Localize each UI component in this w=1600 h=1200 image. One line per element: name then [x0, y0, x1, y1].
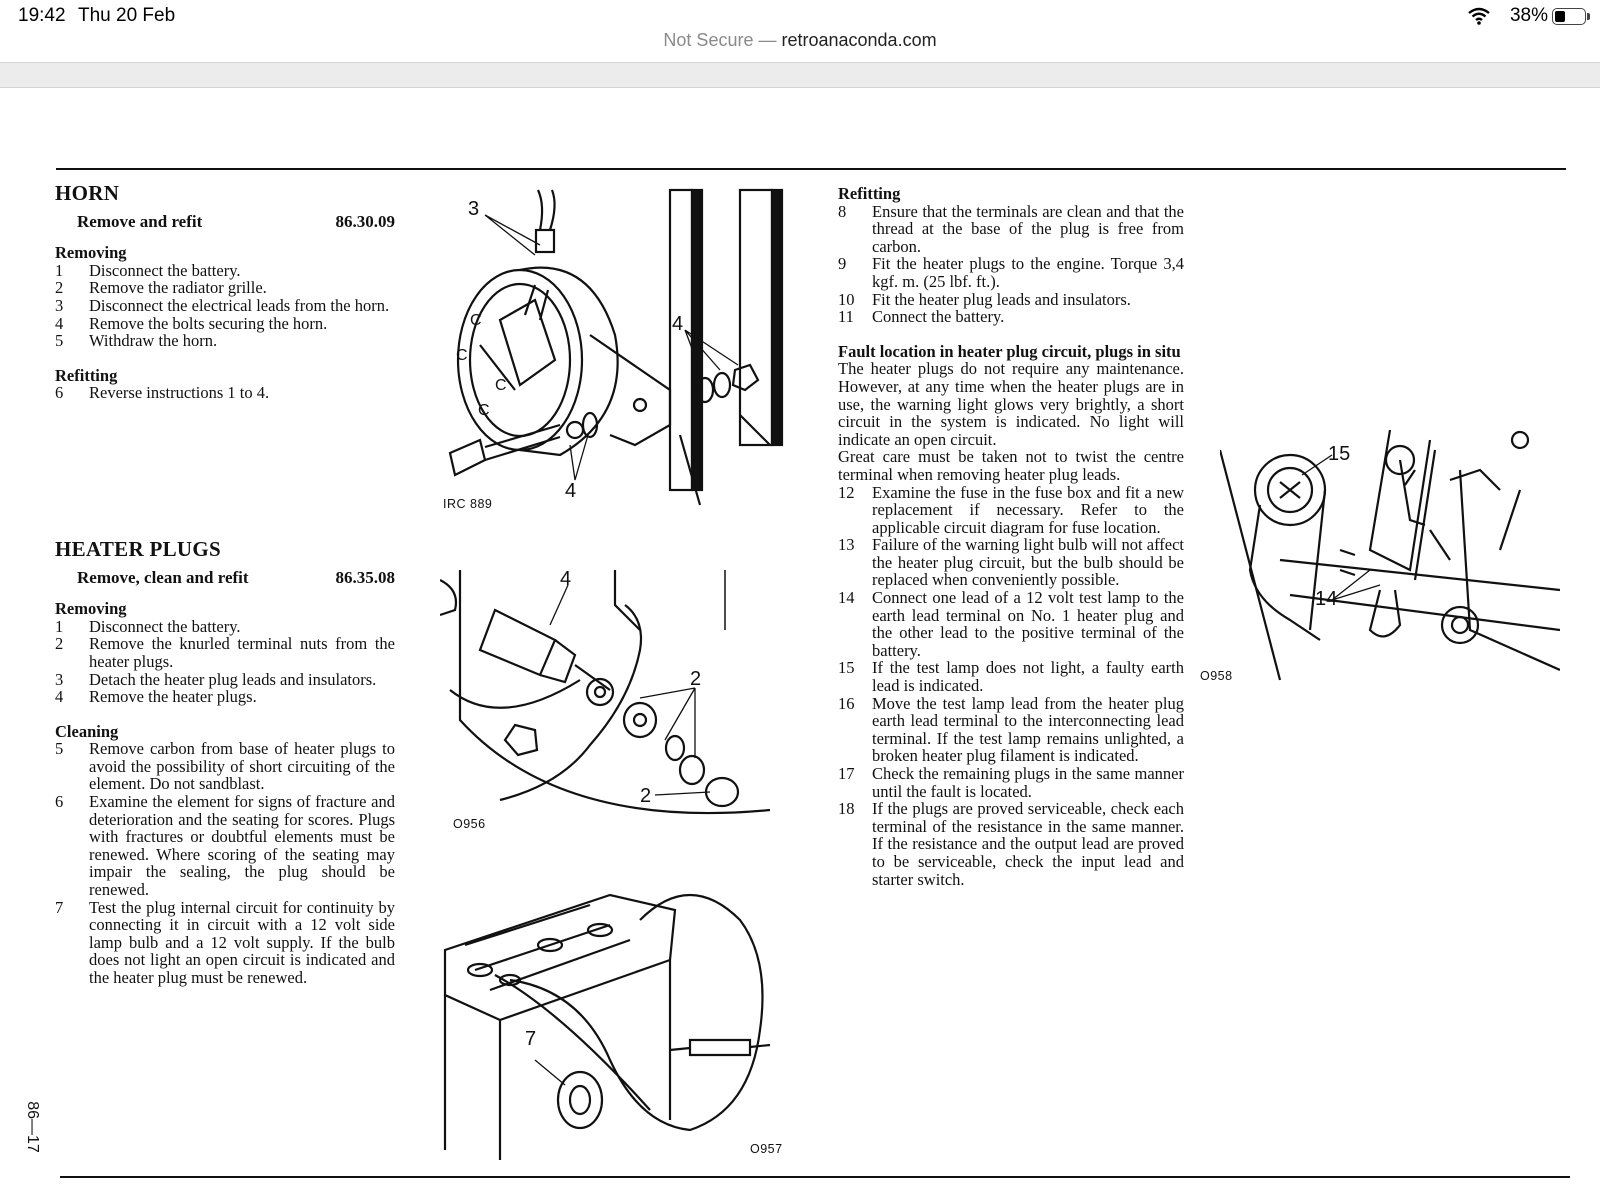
step-number: 5: [55, 739, 64, 759]
step-number: 2: [55, 278, 64, 298]
step-number: 6: [55, 383, 64, 403]
horn-refitting-list: [55, 384, 395, 402]
step-number: 14: [838, 588, 855, 608]
step-number: 13: [838, 535, 855, 555]
situ-figure-code: O958: [1200, 669, 1233, 683]
step-text: Withdraw the horn.: [89, 331, 218, 351]
figure-heater-plug: [440, 570, 770, 835]
horn-removing-list: [55, 262, 395, 350]
fault-heading: Fault location in heater plug circuit, plugs in situ: [838, 341, 1181, 361]
url-host: retroanaconda.com: [781, 30, 937, 50]
step-text: Detach the heater plug leads and insulators.: [89, 669, 377, 689]
step-number: 5: [55, 331, 64, 351]
step-item: [55, 297, 395, 315]
step-item: [838, 308, 1184, 326]
step-text: If the plugs are proved serviceable, check each terminal of the resistance in the same manner. If the resistance and the output lead are proved to be serviceable, check the input lead and starter switch.: [872, 799, 1184, 889]
status-bar: [0, 0, 1600, 34]
horn-callout-4a: 4: [672, 313, 684, 335]
plug-callout-4: 4: [560, 570, 572, 590]
step-number: 2: [55, 634, 64, 654]
test-figure-code: O957: [750, 1142, 783, 1156]
battery-fill: [1555, 11, 1565, 22]
situ-drawing: [1220, 430, 1560, 690]
heater-operation: [77, 569, 395, 587]
step-number: 9: [838, 254, 847, 274]
step-text: Check the remaining plugs in the same manner until the fault is located.: [872, 764, 1184, 801]
step-item: [838, 536, 1184, 589]
step-item: [55, 618, 395, 636]
step-text: Remove the heater plugs.: [89, 687, 257, 707]
step-text: Connect one lead of a 12 volt test lamp to the earth lead terminal on No. 1 heater plug and the other lead to the positive terminal of the battery.: [872, 588, 1184, 660]
battery-icon: [1552, 8, 1586, 25]
horn-callout-4b: 4: [565, 480, 577, 502]
step-number: 8: [838, 201, 847, 221]
step-item: [838, 765, 1184, 800]
step-text: If the test lamp does not light, a faulty earth lead is indicated.: [872, 658, 1184, 696]
step-item: [55, 315, 395, 333]
step-item: [838, 203, 1184, 256]
step-number: 3: [55, 669, 64, 689]
plug-callout-2b: 2: [640, 785, 652, 807]
heater-removing-heading: Removing: [55, 599, 127, 619]
step-text: Remove carbon from base of heater plugs to avoid the possibility of short circuiting of the element. Do not sandblast.: [89, 739, 395, 794]
figure-horn: [440, 185, 790, 515]
step-text: Examine the fuse in the fuse box and fit a new replacement if necessary. Refer to the applicable circuit diagram for fuse location.: [872, 482, 1184, 537]
step-text: Test the plug internal circuit for continuity by connecting it in circuit with a 12 volt side lamp bulb and a 12 volt supply. If the bulb does not light an open circuit is indicated and the heater plug must be renewed.: [89, 897, 395, 987]
figure-plugs-in-situ: [1200, 430, 1560, 690]
toolbar-strip: [0, 62, 1600, 88]
step-text: Failure of the warning light bulb will not affect the heater plug circuit, but the bulb should be replaced when conveniently possible.: [872, 535, 1184, 590]
step-item: [55, 899, 395, 987]
security-label: Not Secure —: [663, 30, 777, 50]
heater-op-label: Remove, clean and refit: [77, 567, 249, 587]
horn-drawing: [440, 185, 790, 515]
horn-title: HORN: [55, 181, 120, 205]
step-text: Move the test lamp lead from the heater plug earth lead terminal to the interconnecting lead terminal. If the test lamp remains unlighted, a broken heater plug filament is indicated.: [872, 693, 1184, 766]
step-number: 10: [838, 289, 855, 309]
bottom-rule: [60, 1176, 1570, 1178]
step-number: 17: [838, 764, 855, 783]
figure-test-circuit: [440, 880, 785, 1160]
step-item: [838, 484, 1184, 537]
step-number: 15: [838, 658, 855, 678]
plug-figure-code: O956: [453, 817, 486, 831]
svg-text:C: C: [456, 347, 468, 364]
step-number: 6: [55, 792, 64, 812]
step-number: 11: [838, 307, 854, 327]
step-text: Remove the radiator grille.: [89, 278, 267, 298]
svg-text:C: C: [470, 312, 482, 329]
step-text: Disconnect the battery.: [89, 260, 241, 280]
step-text: Remove the bolts securing the horn.: [89, 313, 328, 333]
plug-callout-2a: 2: [690, 668, 702, 690]
step-text: Connect the battery.: [872, 307, 1005, 327]
horn-op-code: 86.30.09: [335, 211, 395, 231]
step-text: Examine the element for signs of fracture and deterioration and the seating for scores. Plugs with fractures or doubtful elements must be renewed. Where scoring of the seating may impair the sealing, the plug should be renewed.: [89, 792, 395, 900]
status-date: Thu 20 Feb: [78, 5, 176, 26]
step-number: 12: [838, 482, 855, 502]
step-item: [55, 635, 395, 670]
step-number: 18: [838, 799, 855, 819]
heater-op-code: 86.35.08: [335, 567, 395, 587]
step-text: Fit the heater plug leads and insulators.: [872, 289, 1131, 309]
step-text: Disconnect the electrical leads from the horn.: [89, 295, 390, 315]
step-text: Fit the heater plugs to the engine. Torque 3,4 kgf. m. (25 lbf. ft.).: [872, 254, 1184, 291]
heater-removing-list: [55, 618, 395, 706]
svg-text:C: C: [478, 402, 490, 419]
step-item: [838, 589, 1184, 659]
horn-removing-heading: Removing: [55, 243, 127, 263]
test-drawing: [440, 880, 785, 1160]
refitting-list: [838, 203, 1184, 326]
top-rule: [56, 168, 1566, 170]
left-column: [55, 181, 395, 987]
battery-percent: 38%: [1509, 5, 1548, 26]
step-item: [838, 659, 1184, 694]
step-text: Disconnect the battery.: [89, 616, 241, 636]
horn-operation: [77, 213, 395, 231]
step-item: [55, 279, 395, 297]
fault-paragraph-2: Great care must be taken not to twist the centre terminal when removing heater plug leads.: [838, 447, 1184, 484]
heater-cleaning-heading: Cleaning: [55, 721, 119, 741]
step-number: 4: [55, 313, 64, 333]
heater-title: HEATER PLUGS: [55, 536, 221, 561]
step-item: [838, 800, 1184, 888]
situ-callout-15: 15: [1328, 443, 1351, 465]
refitting-heading: Refitting: [838, 184, 901, 203]
right-column: [838, 185, 1184, 888]
svg-text:C: C: [495, 377, 507, 394]
page-number: 86—17: [23, 1101, 41, 1153]
step-item: [838, 291, 1184, 309]
step-item: [55, 740, 395, 793]
wifi-icon: [1468, 7, 1490, 25]
step-item: [55, 262, 395, 280]
step-number: 7: [55, 897, 64, 917]
step-item: [838, 255, 1184, 290]
step-item: [55, 671, 395, 689]
horn-op-label: Remove and refit: [77, 211, 203, 231]
heater-cleaning-list: [55, 740, 395, 986]
status-time: 19:42: [18, 5, 66, 26]
plug-drawing: [440, 570, 770, 835]
step-item: [838, 695, 1184, 765]
fault-paragraph-1: The heater plugs do not require any maintenance. However, at any time when the heater plugs are in use, the warning light glows very brightly, a short circuit in the system is indicated. No light will indicate an open circuit.: [838, 359, 1184, 449]
situ-callout-14: 14: [1315, 588, 1338, 610]
step-number: 4: [55, 687, 64, 707]
step-item: [55, 332, 395, 350]
horn-callout-3: 3: [468, 198, 480, 220]
test-callout-7: 7: [525, 1028, 537, 1050]
step-text: Ensure that the terminals are clean and that the thread at the base of the plug is free from carbon.: [872, 201, 1184, 256]
step-number: 1: [55, 616, 64, 636]
step-item: [55, 793, 395, 899]
step-item: [55, 384, 395, 402]
step-item: [55, 688, 395, 706]
step-number: 1: [55, 260, 64, 280]
step-text: Reverse instructions 1 to 4.: [89, 383, 270, 403]
step-number: 3: [55, 295, 64, 315]
horn-refitting-heading: Refitting: [55, 365, 118, 385]
fault-steps-list: [838, 484, 1184, 889]
address-bar[interactable]: [0, 30, 1600, 60]
step-text: Remove the knurled terminal nuts from the heater plugs.: [89, 634, 395, 671]
step-number: 16: [838, 693, 855, 713]
horn-figure-code: IRC 889: [443, 497, 493, 511]
